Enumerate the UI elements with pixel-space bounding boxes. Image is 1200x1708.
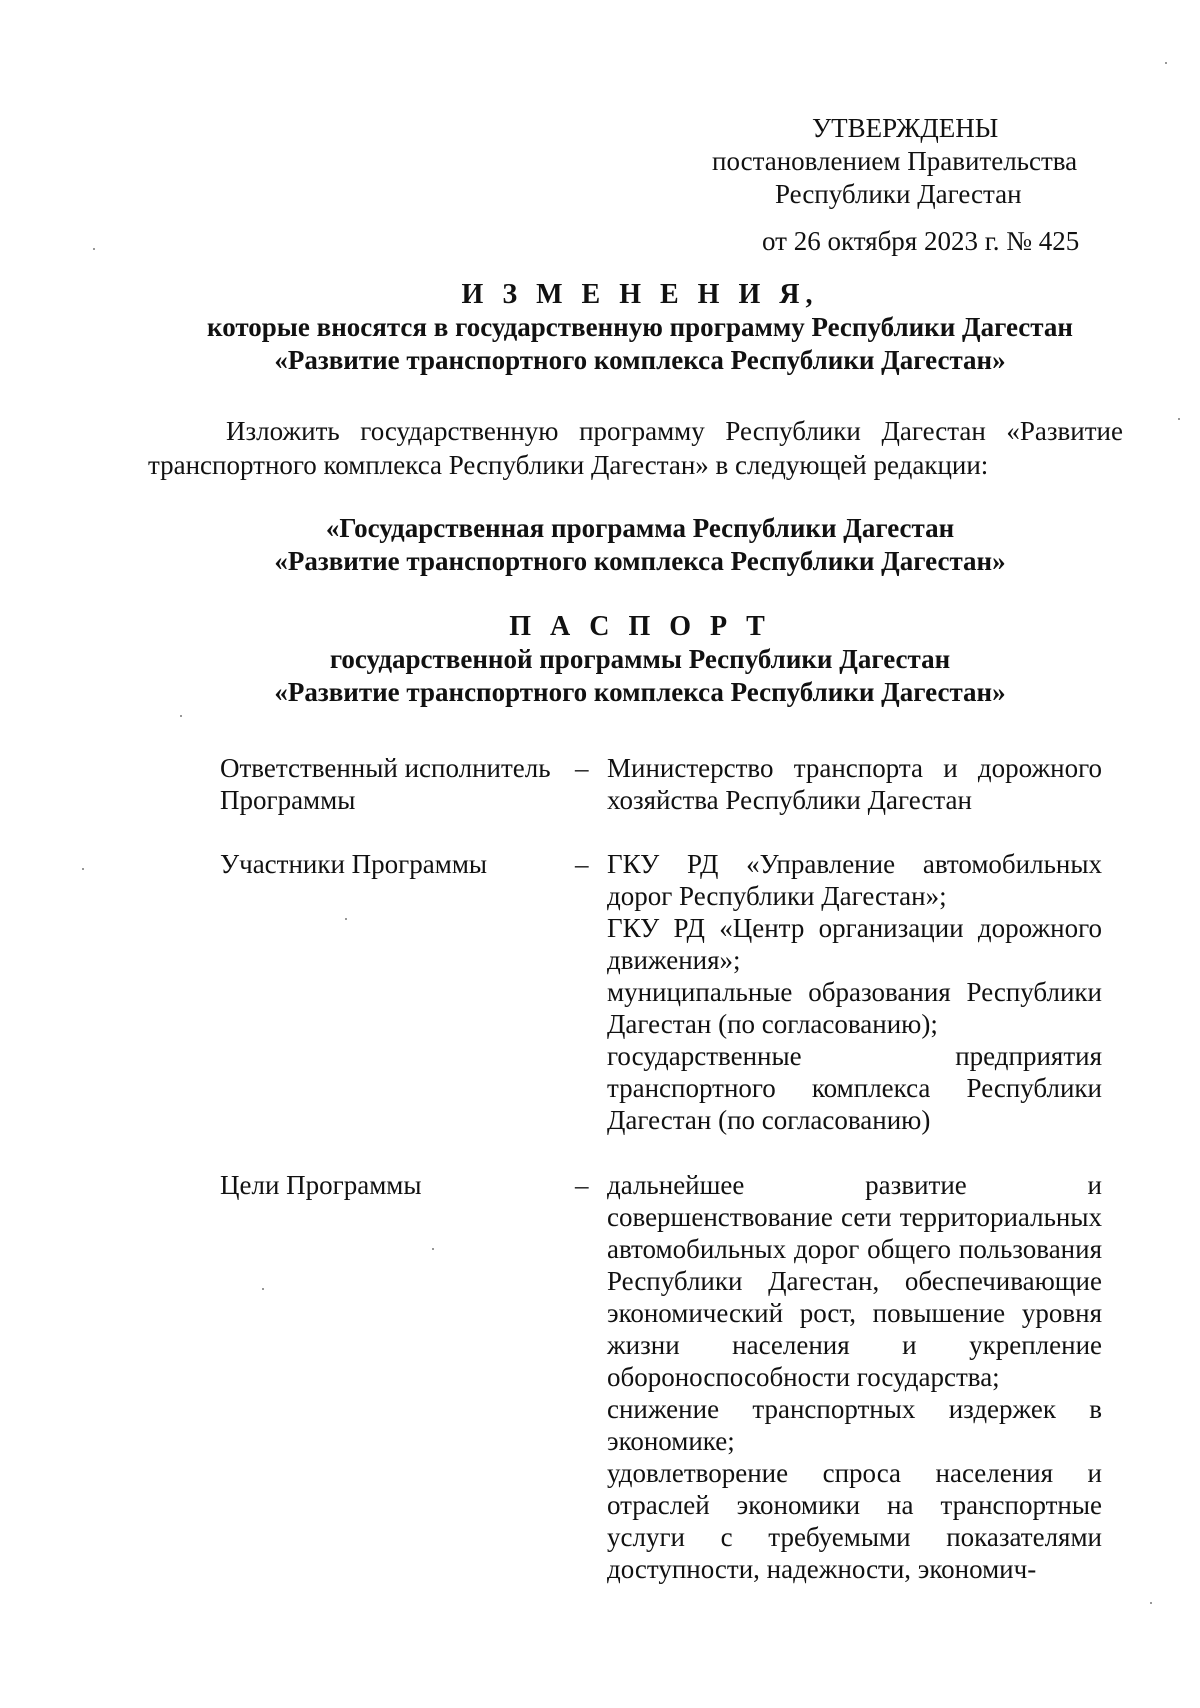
changes-subtitle-line1: которые вносятся в государственную программу Республики Дагестан	[207, 312, 1073, 342]
passport-heading	[140, 610, 1140, 709]
scan-speck	[1178, 418, 1180, 420]
approval-date-number: от 26 октября 2023 г. № 425	[762, 226, 1080, 256]
scan-speck	[1150, 1602, 1152, 1604]
row-value-line: дальнейшее развитие и совершенствование сети территориальных автомобильных дорог общего пользования Республики Дагестан, обеспечивающие экономический рост, повышение уровня жизни населения и укрепление обороноспособности государства;	[607, 1170, 1102, 1392]
program-heading-line1: «Государственная программа Республики Дагестан	[325, 513, 955, 543]
passport-title: П А С П О Р Т	[509, 611, 771, 642]
passport-row-goals	[220, 1169, 1120, 1585]
changes-heading	[140, 278, 1140, 377]
intro-paragraph: Изложить государственную программу Республики Дагестан «Развитие транспортного комплекса Республики Дагестан» в следующей редакции:	[148, 416, 1123, 480]
scan-speck	[262, 1288, 264, 1290]
scan-speck	[345, 918, 347, 920]
row-value-line: ГКУ РД «Центр организации дорожного движения»;	[607, 913, 1102, 975]
row-value	[607, 1169, 1102, 1585]
row-value-line: муниципальные образования Республики Дагестан (по согласованию);	[607, 977, 1102, 1039]
row-value-line: снижение транспортных издержек в экономике;	[607, 1394, 1102, 1456]
row-value-line: государственные предприятия транспортного комплекса Республики Дагестан (по согласованию)	[607, 1041, 1102, 1135]
approval-stamp	[712, 112, 1112, 258]
program-heading-line2: «Развитие транспортного комплекса Республики Дагестан»	[274, 546, 1006, 576]
row-value-line: удовлетворение спроса населения и отраслей экономики на транспортные услуги с требуемыми показателями доступности, надежности, экономич-	[607, 1458, 1102, 1584]
passport-row-participants	[220, 848, 1120, 1136]
scan-speck	[93, 248, 95, 250]
row-label: Ответственный исполнитель Программы	[220, 753, 551, 815]
changes-title: И З М Е Н Е Н И Я,	[461, 279, 819, 310]
approval-line-resolution: постановлением Правительства	[712, 146, 1078, 176]
row-label: Участники Программы	[220, 849, 488, 879]
passport-table	[220, 752, 1120, 1585]
row-value	[607, 848, 1102, 1136]
row-label: Цели Программы	[220, 1170, 422, 1200]
scan-speck	[1165, 62, 1167, 64]
changes-subtitle-line2: «Развитие транспортного комплекса Республики Дагестан»	[274, 345, 1006, 375]
approval-line-republic: Республики Дагестан	[775, 179, 1022, 209]
scan-speck	[82, 868, 84, 870]
passport-row-responsible	[220, 752, 1120, 816]
row-value	[607, 752, 1102, 816]
row-dash: –	[575, 1170, 589, 1200]
program-heading	[140, 512, 1140, 578]
row-value-line: Министерство транспорта и дорожного хозяйства Республики Дагестан	[607, 753, 1102, 815]
scan-speck	[432, 1248, 434, 1250]
passport-heading-line1: государственной программы Республики Дагестан	[329, 644, 951, 674]
row-dash: –	[575, 753, 589, 783]
passport-heading-line2: «Развитие транспортного комплекса Республики Дагестан»	[274, 677, 1006, 707]
row-dash: –	[575, 849, 589, 879]
scan-speck	[180, 715, 182, 717]
row-value-line: ГКУ РД «Управление автомобильных дорог Республики Дагестан»;	[607, 849, 1102, 911]
approval-title: УТВЕРЖДЕНЫ	[812, 113, 999, 143]
